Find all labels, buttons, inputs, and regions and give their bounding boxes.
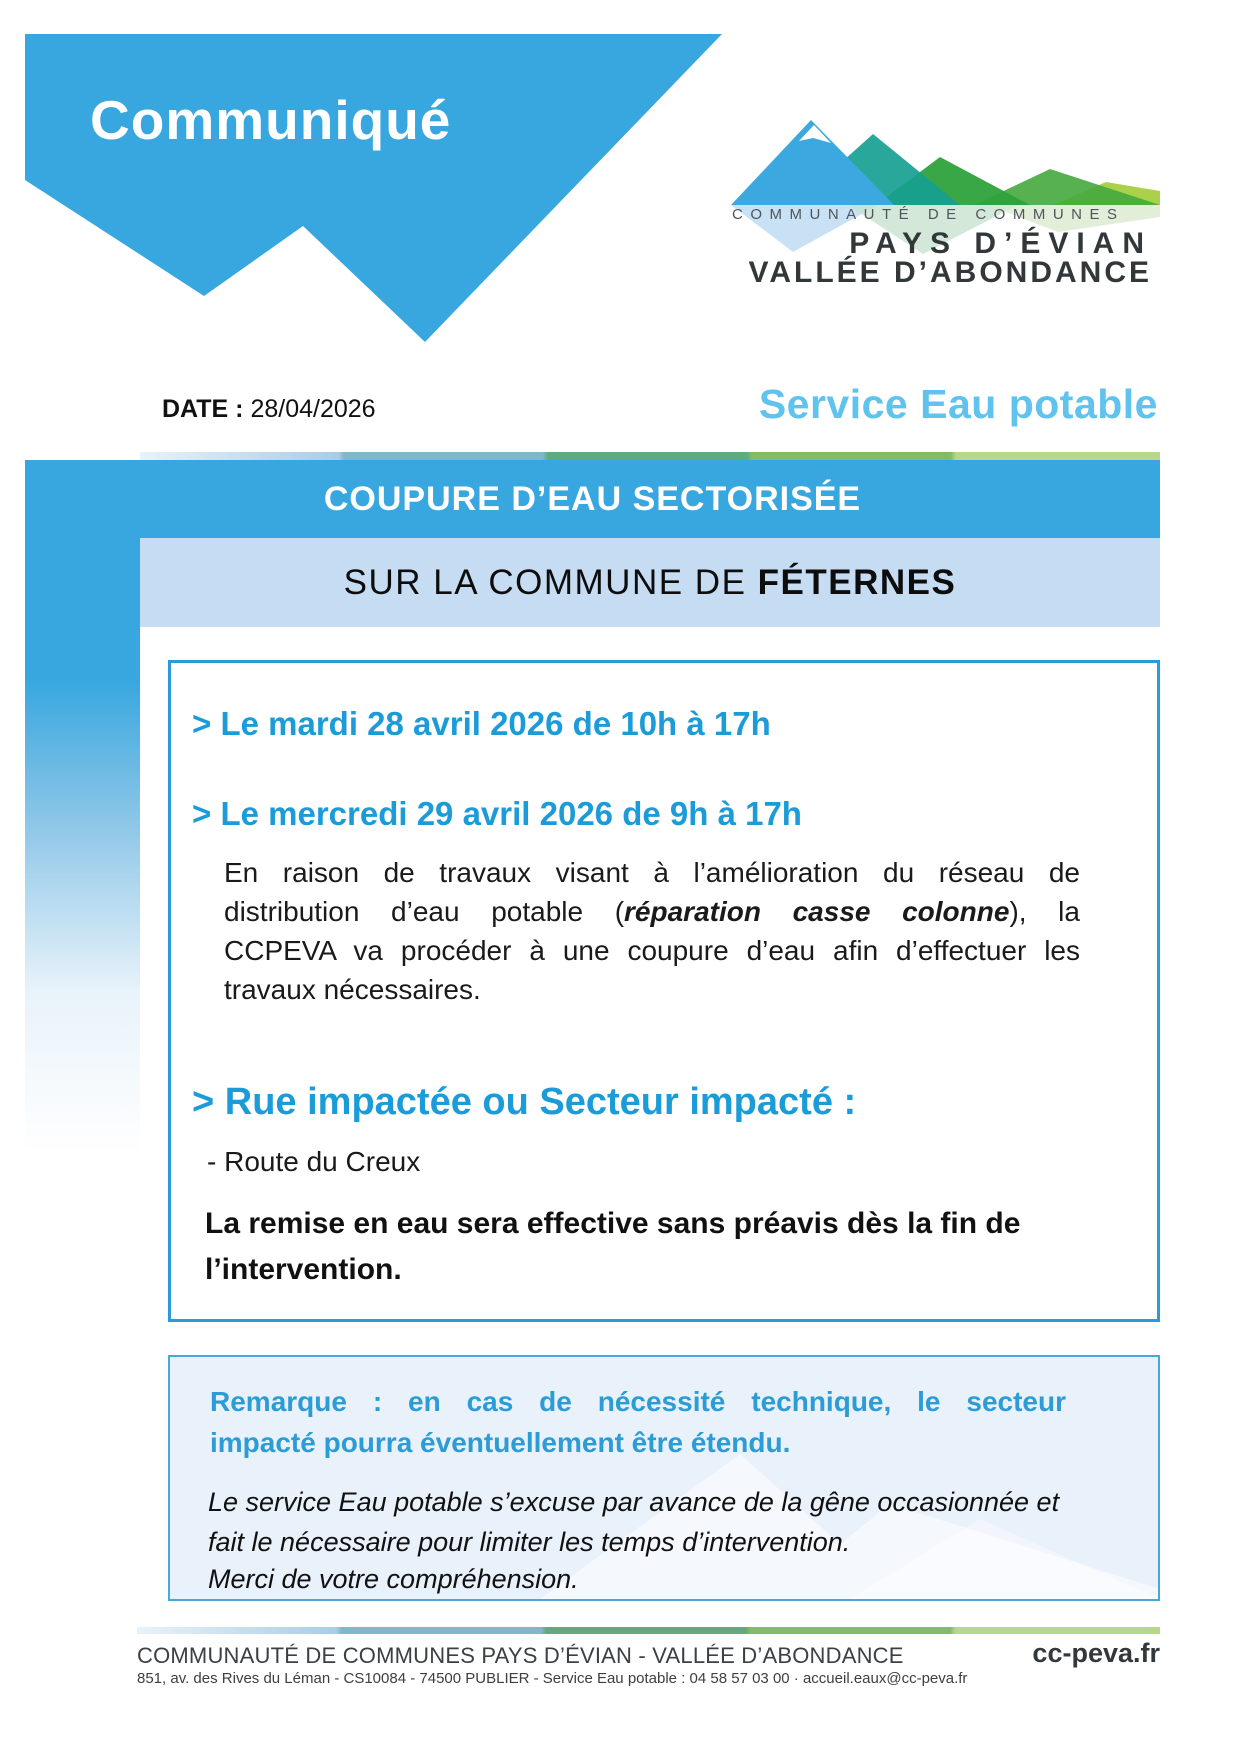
service-eau-potable-label: Service Eau potable — [758, 381, 1158, 427]
impact-heading: > Rue impactée ou Secteur impacté : — [192, 1081, 857, 1123]
notice-line2-emphasis: réparation casse colonne — [624, 896, 1010, 927]
apology-text: Le service Eau potable s’excuse par avance de la gêne occasionnée et fait le nécessaire pour limiter les temps d’intervention. — [208, 1487, 1060, 1557]
logo-vallee-dabondance: VALLÉE D’ABONDANCE — [748, 256, 1152, 289]
notice-paragraph — [224, 853, 1080, 1009]
banner-title: COUPURE D’EAU SECTORISÉE — [323, 479, 862, 518]
footer-gradient-bar — [137, 1627, 1160, 1634]
notice-line2-pre: distribution d’eau potable ( — [224, 896, 625, 927]
thanks-text: Merci de votre compréhension. — [208, 1564, 579, 1594]
notice-paragraph-line3: CCPEVA va procéder à une coupure d’eau afin d’effectuer les — [224, 935, 1080, 966]
remark-text — [210, 1381, 1066, 1463]
date-value: 28/04/2026 — [250, 395, 376, 423]
remark-box — [168, 1355, 1160, 1601]
commune-banner — [140, 538, 1160, 627]
logo-org-line: COMMUNAUTÉ DE COMMUNES — [732, 206, 1125, 223]
notice-paragraph-line1: En raison de travaux visant à l’amélioration du réseau de — [224, 857, 1080, 888]
banner-subtitle-prefix: SUR LA COMMUNE DE — [343, 562, 758, 602]
notice-date-1: > Le mardi 28 avril 2026 de 10h à 17h — [192, 705, 771, 742]
closing-statement: La remise en eau sera effective sans préavis dès la fin de l’intervention. — [205, 1207, 1021, 1286]
logo-pays-devian: PAYS D’ÉVIAN — [849, 227, 1152, 260]
remark-line2: impacté pourra éventuellement être étendu. — [210, 1427, 791, 1458]
notice-paragraph-line4: travaux nécessaires. — [224, 974, 481, 1005]
main-banner — [25, 460, 1160, 538]
notice-paragraph-line2 — [224, 892, 1080, 931]
notice-line2-post: ), la — [1009, 896, 1080, 927]
footer-website: cc-peva.fr — [1032, 1638, 1160, 1668]
footer-address: 851, av. des Rives du Léman - CS10084 - 74500 PUBLIER - Service Eau potable : 04 58 57 03 00 · accueil.eaux@cc-peva.fr — [137, 1670, 968, 1687]
notice-box — [168, 660, 1160, 1322]
footer-organization: COMMUNAUTÉ DE COMMUNES PAYS D’ÉVIAN - VALLÉE D’ABONDANCE — [137, 1643, 904, 1668]
date-line — [162, 395, 376, 424]
left-gradient-strip — [25, 537, 140, 1187]
impact-street: - Route du Creux — [207, 1146, 421, 1177]
communique-title: Communiqué — [90, 89, 452, 151]
notice-date-2: > Le mercredi 29 avril 2026 de 9h à 17h — [192, 795, 802, 832]
banner-subtitle — [344, 563, 957, 603]
date-label: DATE : — [162, 395, 244, 423]
banner-subtitle-commune: FÉTERNES — [757, 562, 957, 602]
top-gradient-bar — [140, 452, 1160, 460]
remark-line1: Remarque : en cas de nécessité technique, le secteur — [210, 1386, 1066, 1417]
